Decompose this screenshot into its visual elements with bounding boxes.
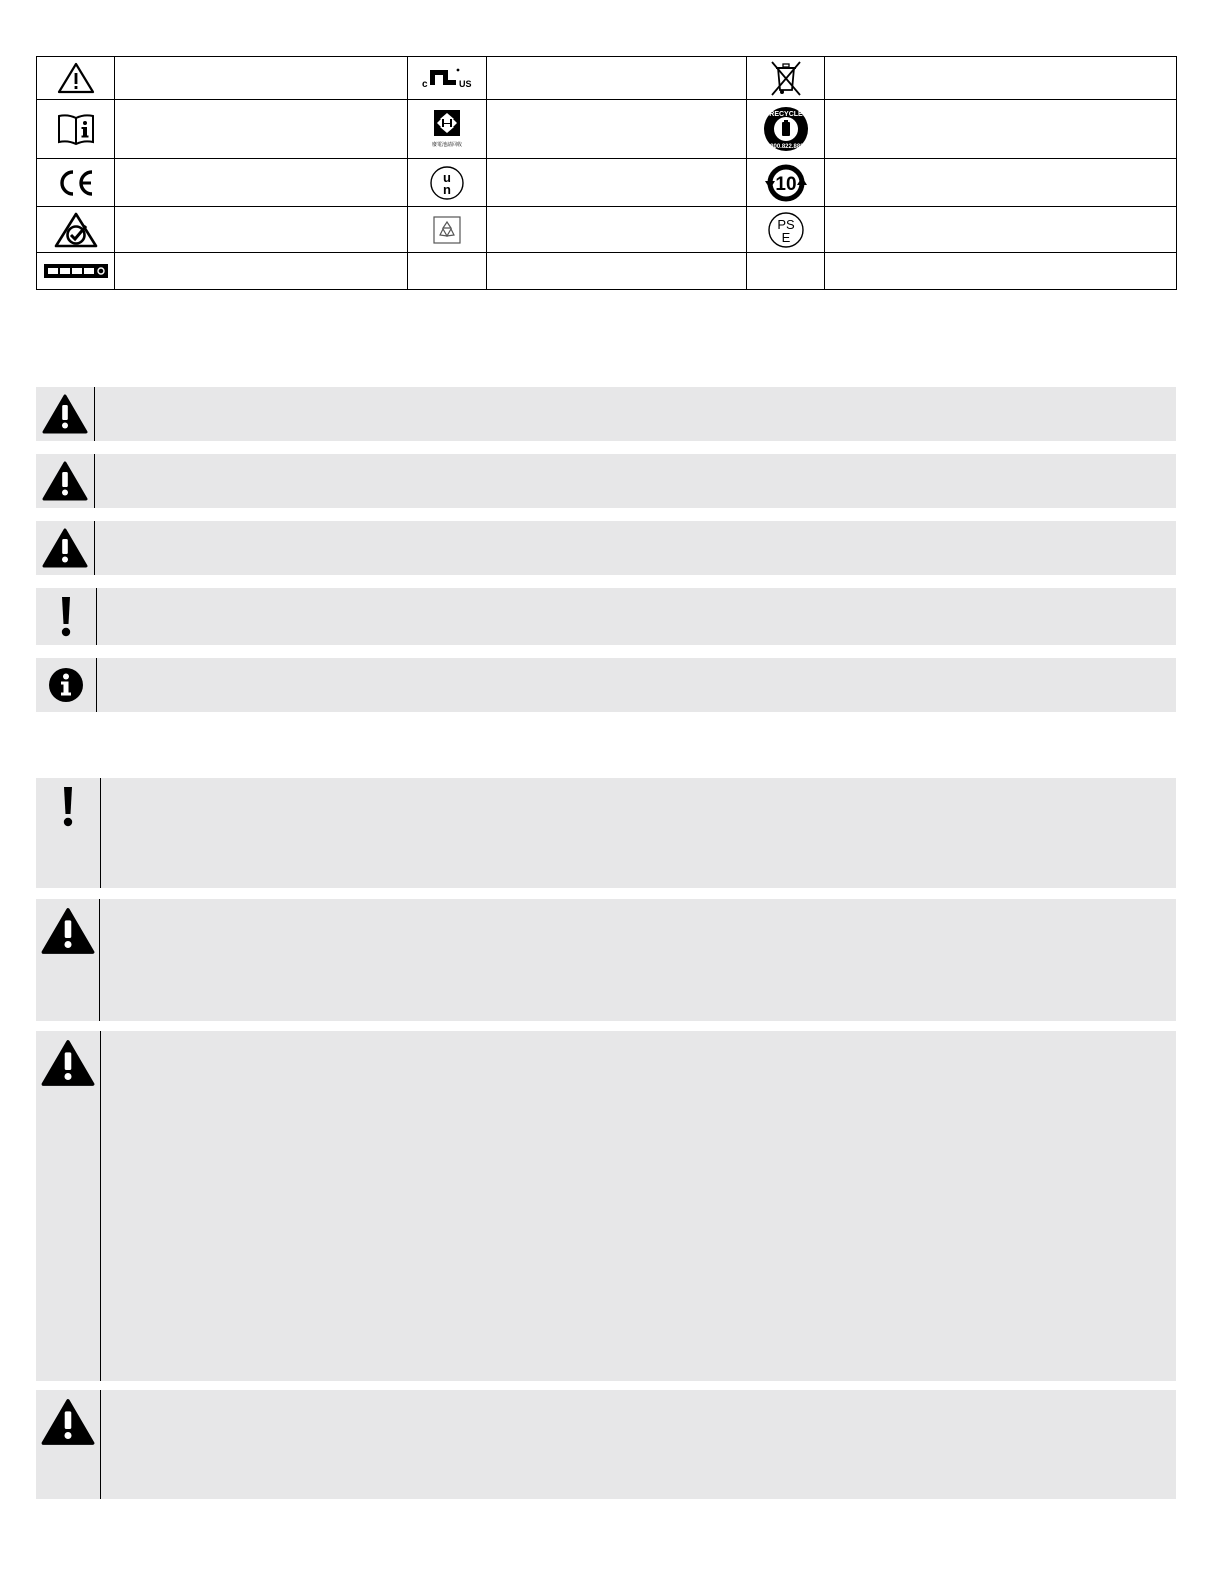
taiwan-battery-recycling-icon <box>408 100 487 159</box>
symbol-description <box>825 57 1177 100</box>
safety-box <box>36 1031 1176 1381</box>
recycle-square-icon <box>408 207 487 253</box>
symbol-description <box>487 159 747 207</box>
symbol-description <box>115 207 408 253</box>
rcm-compliance-mark-icon <box>37 207 115 253</box>
symbol-row <box>37 253 1177 290</box>
ce-mark-icon <box>37 159 115 207</box>
warning-triangle-outline-icon <box>37 57 115 100</box>
svg-text:廢電池請回收: 廢電池請回收 <box>431 142 463 148</box>
signal-box <box>36 454 1176 508</box>
china-rohs-10-year-icon <box>747 159 825 207</box>
warning-triangle-solid-icon <box>42 461 88 501</box>
symbol-description <box>825 159 1177 207</box>
empty-symbol-cell <box>747 253 825 290</box>
safety-box <box>36 1390 1176 1499</box>
warning-triangle-solid-icon <box>42 528 88 568</box>
exclamation-icon <box>59 596 73 638</box>
symbol-description <box>487 207 747 253</box>
svg-text:US: US <box>459 79 472 89</box>
un-mark-icon <box>408 159 487 207</box>
crossed-out-wheelie-bin-icon <box>747 57 825 100</box>
symbol-description <box>115 100 408 159</box>
battery-pack-icon <box>37 253 115 290</box>
svg-text:E: E <box>781 229 790 245</box>
cul-us-listing-mark-icon <box>408 57 487 100</box>
svg-text:10: 10 <box>774 173 797 195</box>
signal-box <box>36 521 1176 575</box>
signal-box <box>36 658 1176 712</box>
symbol-table <box>36 56 1177 290</box>
symbol-description <box>825 253 1177 290</box>
symbol-row <box>37 207 1177 253</box>
pse-mark-icon <box>747 207 825 253</box>
svg-text:RECYCLE: RECYCLE <box>768 111 803 118</box>
svg-text:c: c <box>422 79 428 90</box>
info-circle-icon <box>48 667 84 703</box>
empty-symbol-cell <box>408 253 487 290</box>
rbrc-recycle-seal-icon <box>747 100 825 159</box>
symbol-row <box>37 100 1177 159</box>
warning-triangle-solid-icon <box>41 1398 95 1446</box>
symbol-description <box>487 253 747 290</box>
safety-box <box>36 899 1176 1021</box>
warning-triangle-solid-icon <box>41 1039 95 1087</box>
symbol-description <box>825 207 1177 253</box>
symbol-description <box>487 57 747 100</box>
symbol-description <box>487 100 747 159</box>
warning-triangle-solid-icon <box>41 907 95 955</box>
symbol-row <box>37 159 1177 207</box>
svg-text:u: u <box>443 169 451 185</box>
symbol-description <box>115 253 408 290</box>
svg-text:PS: PS <box>776 216 795 232</box>
symbol-description <box>115 159 408 207</box>
signal-box <box>36 387 1176 441</box>
svg-text:1.800.822.8837: 1.800.822.8837 <box>764 144 807 150</box>
signal-box <box>36 588 1176 645</box>
symbol-description <box>825 100 1177 159</box>
safety-box <box>36 778 1176 888</box>
svg-text:n: n <box>443 181 451 197</box>
exclamation-icon <box>61 786 75 828</box>
symbol-description <box>115 57 408 100</box>
read-manual-info-book-icon <box>37 100 115 159</box>
warning-triangle-solid-icon <box>42 394 88 434</box>
symbol-row <box>37 57 1177 100</box>
